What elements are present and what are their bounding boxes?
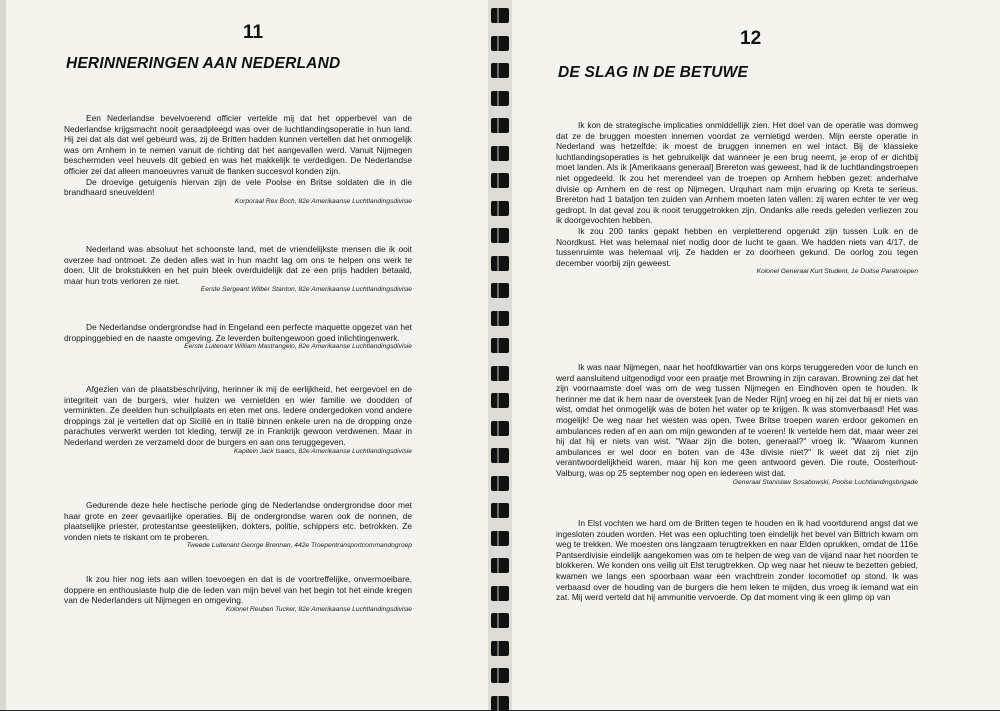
binding-ring — [491, 201, 509, 216]
binding-ring — [491, 146, 509, 161]
binding-ring — [491, 558, 509, 573]
testimony — [556, 120, 918, 277]
paragraph: Ik kon de strategische implicaties onmiddellijk zien. Het doel van de operatie was domweg dat ze de bruggen moesten innemen voordat ze vernietigd werden. Mijn eerste operatie in Nederland was hetzelfde: ik moest de bruggen innemen en wel intact. Bij de klassieke luchtlandingsoperaties is het gebruikelijk dat wanneer je een brug neemt, je erop of er dichtbij moet landen. Als ik [Amerikaans generaal] Brereton was geweest, had ik de luchtlandingstroepen niet opgedeeld. Ik zou het merendeel van de troepen op Arnhem hebben gezet: anderhalve divisie op Arnhem en de rest op Nijmegen. Urquhart nam mijn ervaring op Kreta te serieus. Brereton had 1 bataljon ten zuiden van Arnhem moeten laten vallen: zij waren echter te ver weg gedropt. In dat geval zou ik nooit teruggetrokken zijn. Ondanks alle reeds geleden verliezen zou ik doorgevochten hebben. — [556, 120, 918, 226]
page-title: HERINNERINGEN AAN NEDERLAND — [66, 55, 341, 72]
attribution: Kapitein Jack Isaacs, 82e Amerikaanse Luchtlandingsdivisie — [233, 447, 412, 455]
paragraph: Ik zou hier nog iets aan willen toevoegen en dat is de voortreffelijke, onvermoeibare, doppere en enthousiaste hulp die de leden van mijn bevel van het begin tot het einde kregen van de Nederlanders uit Nijmegen en omgeving. — [64, 574, 412, 606]
binding-ring — [491, 8, 509, 23]
page-number: 11 — [243, 22, 264, 43]
binding-ring — [491, 421, 509, 436]
spiral-binding — [488, 0, 512, 710]
paragraph: Gedurende deze hele hectische periode ging de Nederlandse ondergrondse door met haar grote en zeer gevaarlijke operaties. Bij de ondergrondse waren ook de nonnen, de plaatselijke priester, protestantse geestelijken, dokters, politie, schippers etc. betrokken. Ze vonden niets te riskant om te proberen. — [64, 500, 412, 542]
binding-ring — [491, 118, 509, 133]
binding-ring — [491, 228, 509, 243]
attribution: Eerste Luitenant William Mastrangelo, 82e Amerikaanse Luchtlandingsdivisie — [184, 343, 412, 351]
binding-ring — [491, 393, 509, 408]
paragraph: De Nederlandse ondergrondse had in Engeland een perfecte maquette opgezet van het droppinggebied en de naaste omgeving. Ze leverden buitengewoon goed inlichtingenwerk. — [64, 322, 412, 343]
paragraph: Een Nederlandse bevelvoerend officier vertelde mij dat het opperbevel van de Nederlandse krijgsmacht nooit geraadpleegd was over de luchtlandingsoperatie in hun land. Hij zei dat als dat wel gebeurd was, zij de Britten hadden kunnen vertellen dat het onmogelijk was om Arnhem in te nemen vanuit de richting dat het aangevallen werd. Vanuit Nijmegen beschermden veel heuvels dit gebied en was het makkelijk te verdedigen. De Nederlandse officier zei dat alleen manoeuvres vanuit de flanken succesvol konden zijn. — [64, 113, 412, 176]
binding-ring — [491, 448, 509, 463]
page-edge — [0, 0, 6, 710]
right-page — [512, 0, 1000, 710]
binding-ring — [491, 63, 509, 78]
binding-ring — [491, 283, 509, 298]
paragraph: Ik zou 200 tanks gepakt hebben en verpletterend opgerukt zijn tussen Luik en de Noordkust. Het was helemaal niet nodig door de lucht te gaan. We hadden niets van 4/17, de tussenruimte was helemaal vrij. Ze hadden er zo doorheen gekund. De oorlog zou tegen december voorbij zijn geweest. — [556, 225, 918, 268]
testimony — [556, 518, 918, 603]
attribution: Eerste Sergeant Wilber Stanton, 82e Amerikaanse Luchtlandingsdivisie — [200, 286, 412, 294]
attribution: Generaal Stanislaw Sosabowski, Poolse Luchtlandingsbrigade — [732, 478, 918, 486]
binding-ring — [491, 36, 509, 51]
attribution: Kolonel Generaal Kurt Student, 1e Duitse Paratroepen — [756, 268, 918, 276]
left-page — [0, 0, 488, 710]
paragraph: Nederland was absoluut het schoonste land, met de vriendelijkste mensen die ik ooit overzee had ontmoet. Ze deden alles wat in hun macht lag om ons te helpen ons werk te doen. Uit de brokstukken en het puin bleek overduidelijk dat ze een prijs hadden betaald, maar hun trots verloren ze niet. — [64, 244, 412, 286]
paragraph: Afgezien van de plaatsbeschrijving, herinner ik mij de eerlijkheid, het eergevoel en de integriteit van de burgers, wier huizen we vernielden en wier familie we doodden of verminkten. Ze deelden hun schuilplaats en eten met ons. Iedere ondergedoken vond andere droppings zal je vertellen dat op Sicilië en in Italië binnen enkele uren na de dropping onze parachutes verwerkt werden tot kleding, terwijl ze in Frankrijk gewoon verdwenen. Maar in Nederland werden ze verzameld door de burgers en aan ons teruggegeven. — [64, 384, 412, 447]
paragraph: Ik was naar Nijmegen, naar het hoofdkwartier van ons korps teruggereden voor de lunch en werd aansluitend uitgenodigd voor een praatje met Browning in zijn caravan. Browning zei dat het zijn voornaamste doel was om de weg tussen Nijmegen en Eindhoven open te houden. Ik herinner me dat ik hem naar de oversteek [van de Neder Rijn] vroeg en hij zei dat hij er niets van wist, omdat het onmogelijk was de boten het water op te krijgen. Ik was stomverbaasd! Het was mogelijk! De weg naar het westen was open. Twee Britse troepen waren erdoor gekomen en ambulances reden af en aan om mijn gewonden af te voeren! Ik vertelde hem dat, maar weer zei hij dat hij er niets van wist. "Waar zijn die boten, generaal?" vroeg ik. "Waarom kunnen ambulances er wel door en boten van de 43e divisie niet?" Ik weet dat zij niet zijn verantwoordelijkheid waren, maar hij kon me geen antwoord geven. Die route, Oosterhout-Valburg, was op 25 september nog open en iedereen wist dat. — [556, 362, 918, 478]
binding-ring — [491, 641, 509, 656]
paragraph: In Elst vochten we hard om de Britten tegen te houden en ik had voortdurend angst dat we ingesloten zouden worden. Het was een opluchting toen eindelijk het bevel van Bittrich kwam om weg te trekken. We moesten ons langzaam terugtrekken en naar Elden oprukken, omdat de 116e Pantserdivisie eindelijk aangekomen was om te helpen de weg van de vijand naar het noorden te blokkeren. We konden ons veilig uit Elst terugtrekken. Op weg naar het nieuw te bezetten gebied, kwamen we langs een spoorbaan waar een vrachttrein zonder locomotief op stond. Ik was verbaasd over de houding van de burgers die hem leken te mijden, dus vroeg ik iemand wat ein zat. Mij werd verteld dat hij ammunitie vervoerde. Op dat moment ving ik een glimp op van — [556, 518, 918, 603]
testimony — [64, 574, 412, 614]
binding-ring — [491, 311, 509, 326]
testimony — [64, 244, 412, 295]
binding-ring — [491, 531, 509, 546]
binding-ring — [491, 668, 509, 683]
binding-ring — [491, 366, 509, 381]
binding-ring — [491, 476, 509, 491]
testimony — [64, 322, 412, 352]
binding-ring — [491, 586, 509, 601]
paragraph: De droevige getuigenis hiervan zijn de vele Poolse en Britse soldaten die in die brandhaard sneuvelden! — [64, 176, 412, 198]
binding-ring — [491, 613, 509, 628]
testimony — [64, 113, 412, 206]
binding-ring — [491, 91, 509, 106]
binding-ring — [491, 503, 509, 518]
testimony — [64, 384, 412, 456]
binding-ring — [491, 338, 509, 353]
attribution: Korporaal Rex Boch, 82e Amerikaanse Luchtlandingsdivisie — [234, 197, 412, 205]
page-number: 12 — [740, 28, 762, 49]
binding-ring — [491, 256, 509, 271]
attribution: Kolonel Reuben Tucker, 82e Amerikaanse Luchtlandingsdivisie — [225, 605, 412, 613]
binding-ring — [491, 696, 509, 711]
page-title: DE SLAG IN DE BETUWE — [558, 64, 749, 81]
attribution: Tweede Luitenant George Brennan, 442e Troepentransportcommandogroep — [186, 542, 412, 550]
testimony — [556, 362, 918, 487]
testimony — [64, 500, 412, 551]
binding-ring — [491, 173, 509, 188]
